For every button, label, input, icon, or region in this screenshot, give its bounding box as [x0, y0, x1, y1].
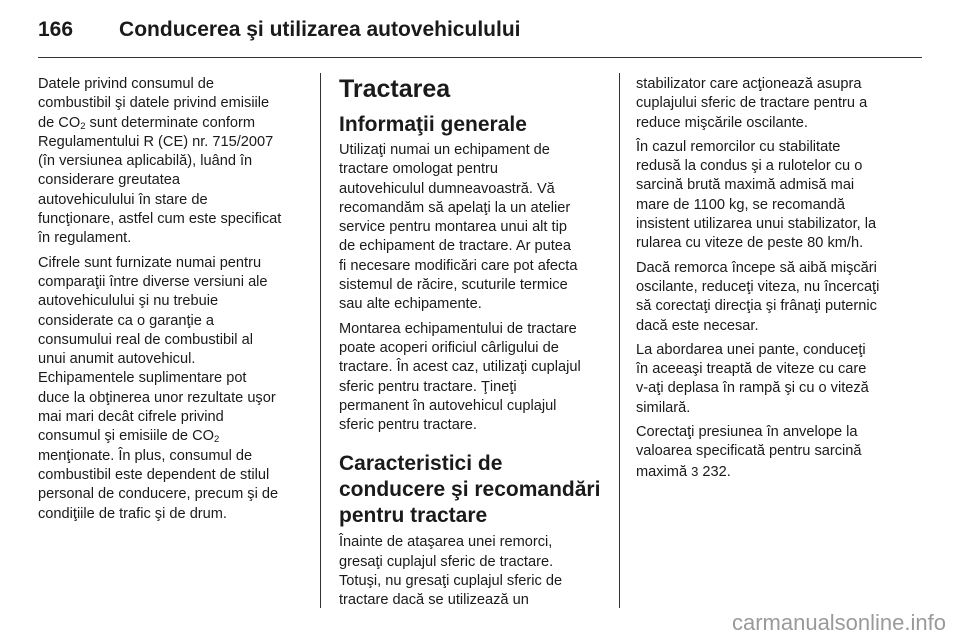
- paragraph: Înainte de ataşarea unei remorci, gresaţi cuplajul sferic de tractare. Totuşi, nu gresaţi cuplajul sferic de tractare dacă se utilizează un: [339, 534, 563, 609]
- text-run: Cifrele sunt furnizate numai pentru comparaţii între diverse versiuni ale autovehiculului şi nu trebuie considerate ca o garanţie a consumului real de combustibil al unui anumit autovehicul. Echipamentele suplimentare pot duce la obţinerea unor rezultate uşor mai mari decât cifrele privind consumul şi emisiile de CO: [38, 254, 276, 445]
- column-right: [636, 75, 904, 487]
- column-divider: [619, 73, 620, 608]
- section-heading: Tractarea: [339, 75, 451, 103]
- column-left: [38, 75, 306, 529]
- header-rule: [38, 57, 922, 58]
- text-run: menţionate. În plus, consumul de combustibil este dependent de stilul personal de conducere, precum şi de condiţiile de trafic şi de drum.: [38, 447, 279, 522]
- page-reference-icon: 3: [691, 463, 699, 479]
- paragraph: stabilizator care acţionează asupra cuplajului sferic de tractare pentru a reduce mişcările oscilante.: [636, 76, 868, 131]
- paragraph: În cazul remorcilor cu stabilitate redusă la condus şi a rulotelor cu o sarcină brută maximă admisă mai mare de 1100 kg, se recomandă insistent utilizarea unui stabilizator, la rularea cu viteze de peste 80 km/h.: [636, 138, 877, 252]
- watermark: carmanualsonline.info: [731, 610, 946, 635]
- paragraph: [636, 423, 904, 482]
- subscript-2: 2: [214, 434, 220, 446]
- column-divider: [320, 73, 321, 608]
- page-title: Conducerea şi utilizarea autovehiculului: [119, 18, 521, 41]
- paragraph: Montarea echipamentului de tractare poate acoperi orificiul cârligului de tractare. În acest caz, utilizaţi cuplajul sferic pentru tractare. Ţineţi permanent în autovehicul cuplajul sferic pentru tractare.: [339, 320, 581, 434]
- subsection-heading: Informaţii generale: [339, 113, 527, 136]
- page-number: 166: [38, 18, 74, 41]
- paragraph: La abordarea unei pante, conduceţi în aceeaşi treaptă de viteze cu care v-aţi deplasa în rampă şi cu o viteză similară.: [636, 341, 869, 416]
- column-middle: [339, 75, 607, 616]
- text-run: sunt determinate conform Regulamentului R (CE) nr. 715/2007 (în versiunea aplicabilă), luând în considerare greutatea autovehiculului în stare de funcţionare, astfel cum este specificat în regulament.: [38, 114, 282, 247]
- emissions-paragraph: [38, 75, 306, 249]
- page-header: [38, 12, 520, 48]
- comparison-paragraph: [38, 254, 306, 524]
- paragraph: Dacă remorca începe să aibă mişcări oscilante, reduceţi viteza, nu încercaţi să corectaţi direcţia şi frânaţi puternic dacă este necesar.: [636, 259, 880, 334]
- text-run: Datele privind consumul de combustibil şi datele privind emisiile de CO: [38, 76, 270, 131]
- subscript-2: 2: [80, 120, 86, 132]
- paragraph: Utilizaţi numai un echipament de tractare omologat pentru autovehiculul dumneavoastră. Vă recomandăm să apelaţi la un atelier service pentru montarea unui alt tip de echipament de tractare. Ar putea fi necesare modificări care pot afecta sistemul de răcire, scuturile termice sau alte echipamente.: [339, 142, 578, 313]
- page-reference[interactable]: 232.: [698, 463, 731, 480]
- subsection-heading: Caracteristici de conducere şi recomandări pentru tractare: [339, 452, 601, 528]
- text-run: Corectaţi presiunea în anvelope la valoarea specificată pentru sarcină maximă: [636, 424, 862, 480]
